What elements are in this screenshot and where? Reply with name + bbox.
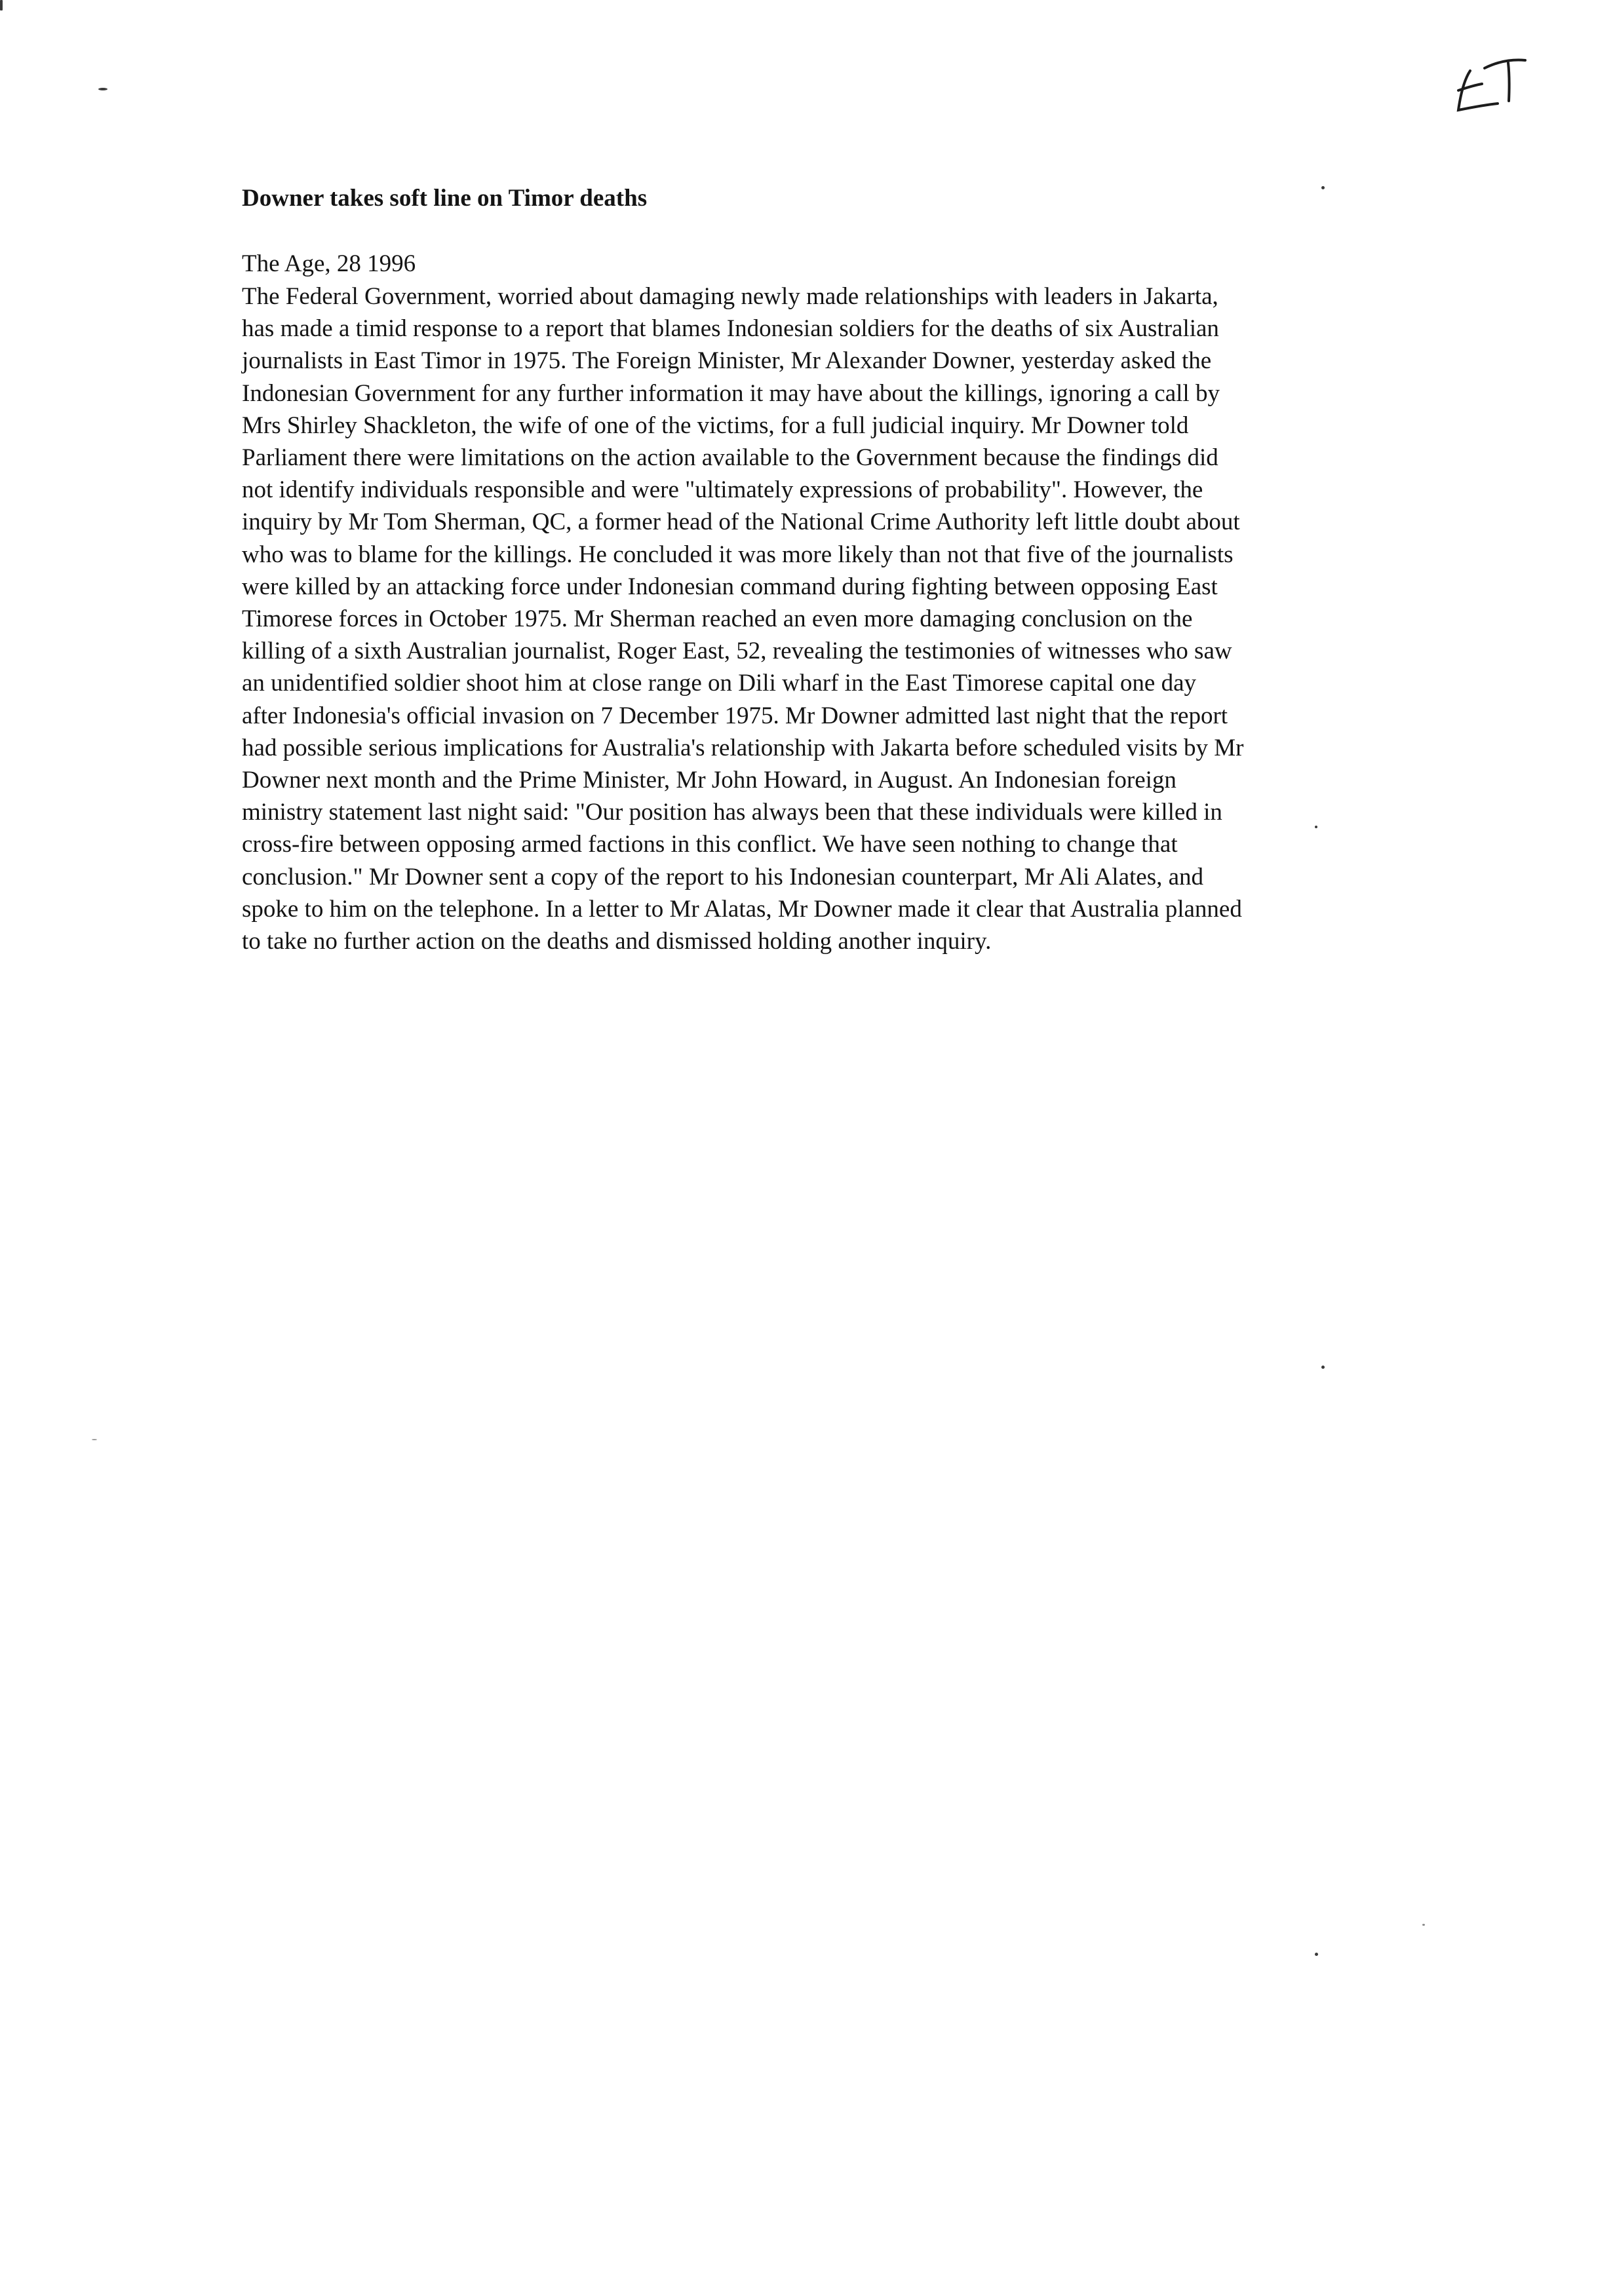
article-line: to take no further action on the deaths and dismissed holding another inquiry. — [242, 928, 992, 955]
article-line: Downer next month and the Prime Minister, Mr John Howard, in August. An Indonesian foreign — [242, 767, 1177, 794]
article-line: cross-fire between opposing armed factions in this conflict. We have seen nothing to change that — [242, 831, 1178, 858]
article-line: Indonesian Government for any further information it may have about the killings, ignoring a call by — [242, 379, 1220, 407]
scan-speck — [1321, 186, 1325, 189]
article-line: The Federal Government, worried about damaging newly made relationships with leaders in Jakarta, — [242, 283, 1218, 310]
scan-speck — [1321, 1366, 1325, 1369]
scan-speck — [98, 88, 107, 90]
article-line: journalists in East Timor in 1975. The Foreign Minister, Mr Alexander Downer, yesterday asked the — [242, 347, 1212, 375]
scan-speck — [0, 0, 3, 10]
article-line: after Indonesia's official invasion on 7 December 1975. Mr Downer admitted last night that the report — [242, 702, 1228, 729]
scan-speck — [1315, 826, 1317, 828]
scan-speck — [1422, 1924, 1425, 1926]
article-line: spoke to him on the telephone. In a letter to Mr Alatas, Mr Downer made it clear that Australia planned — [242, 895, 1242, 923]
article-line: had possible serious implications for Australia's relationship with Jakarta before scheduled visits by Mr — [242, 734, 1244, 761]
article-dateline: The Age, 28 1996 — [242, 250, 416, 277]
article-body — [242, 280, 1244, 957]
article-line: not identify individuals responsible and were "ultimately expressions of probability". However, the — [242, 476, 1203, 504]
article-line: inquiry by Mr Tom Sherman, QC, a former head of the National Crime Authority left little doubt about — [242, 508, 1240, 536]
article-line: killing of a sixth Australian journalist, Roger East, 52, revealing the testimonies of witnesses who saw — [242, 638, 1232, 665]
scan-speck — [92, 1439, 97, 1440]
article-line: conclusion." Mr Downer sent a copy of the report to his Indonesian counterpart, Mr Ali Alates, and — [242, 863, 1204, 890]
article-line: ministry statement last night said: "Our position has always been that these individuals were killed in — [242, 799, 1222, 826]
article-line: Parliament there were limitations on the action available to the Government because the findings did — [242, 444, 1218, 472]
article-line: an unidentified soldier shoot him at close range on Dili wharf in the East Timorese capital one day — [242, 670, 1197, 697]
article-line: has made a timid response to a report that blames Indonesian soldiers for the deaths of six Australian — [242, 315, 1219, 343]
article-line: Mrs Shirley Shackleton, the wife of one of the victims, for a full judicial inquiry. Mr Downer told — [242, 411, 1189, 439]
article-line: Timorese forces in October 1975. Mr Sherman reached an even more damaging conclusion on the — [242, 605, 1193, 633]
article-line: who was to blame for the killings. He concluded it was more likely than not that five of the journalists — [242, 541, 1234, 568]
handwritten-annotation — [1445, 52, 1530, 118]
scan-speck — [1315, 1953, 1318, 1956]
article-headline: Downer takes soft line on Timor deaths — [242, 185, 648, 212]
article-line: were killed by an attacking force under Indonesian command during fighting between opposing East — [242, 573, 1218, 600]
